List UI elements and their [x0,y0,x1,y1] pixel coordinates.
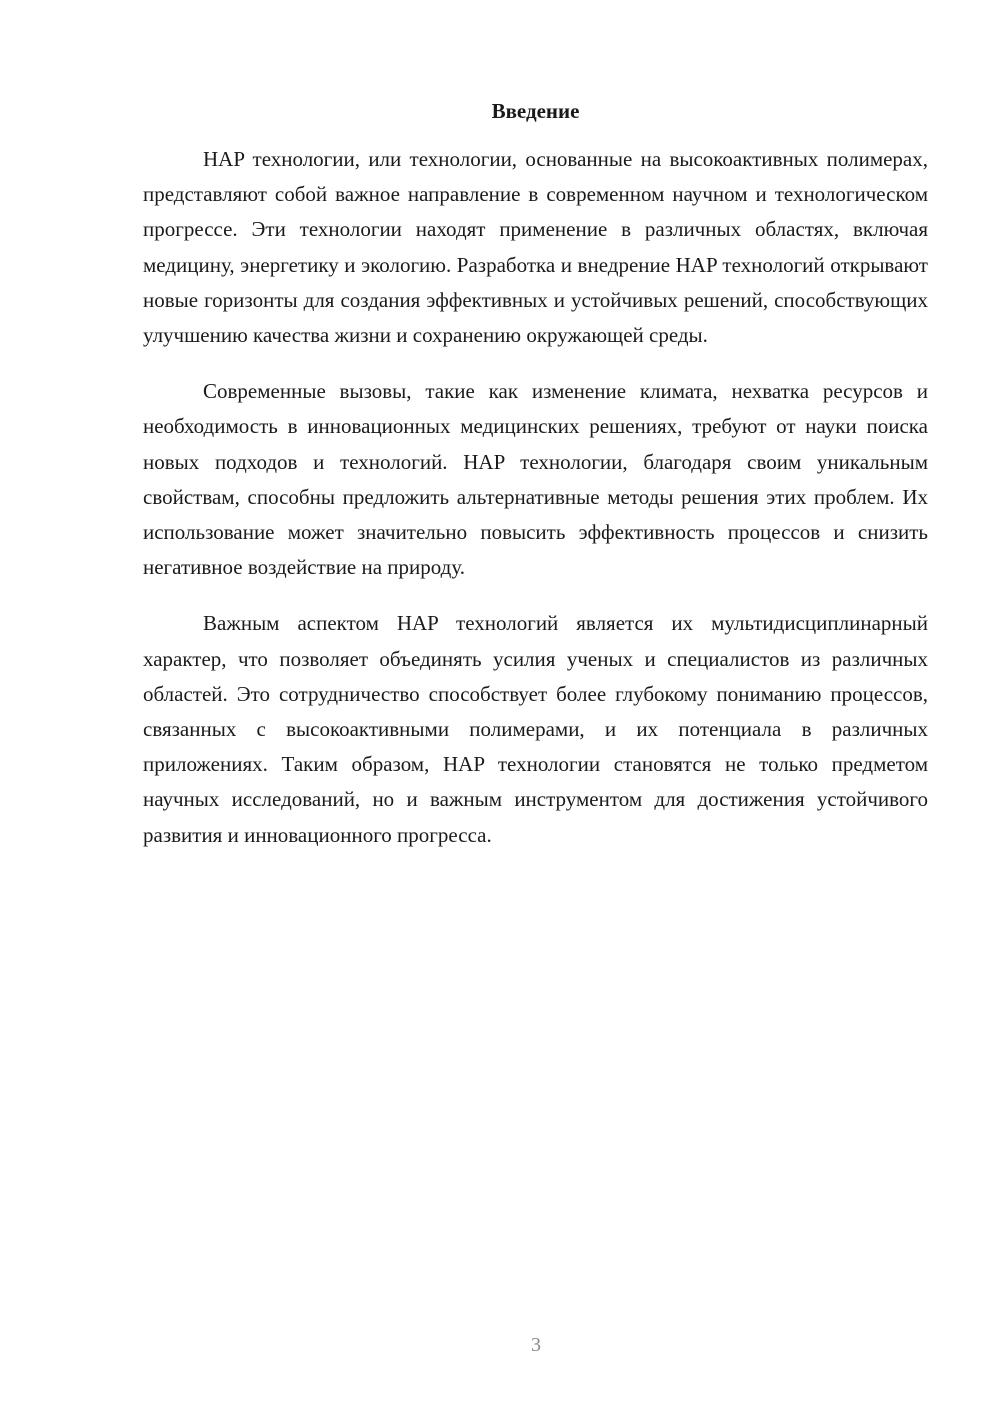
paragraph-2: Современные вызовы, такие как изменение климата, нехватка ресурсов и необходимость в инновационных медицинских решениях, требуют от науки поиска новых подходов и технологий. HAP технологии, благодаря своим уникальным свойствам, способны предложить альтернативные методы решения этих проблем. Их использование может значительно повысить эффективность процессов и снизить негативное воздействие на природу. [143,379,928,580]
document-body [143,96,928,874]
page-number: 3 [531,1334,541,1356]
section-title: Введение [491,99,580,123]
paragraph-3: Важным аспектом HAP технологий является их мультидисциплинарный характер, что позволяет объединять усилия ученых и специалистов из различных областей. Это сотрудничество способствует более глубокому пониманию процессов, связанных с высокоактивными полимерами, и их потенциала в различных приложениях. Таким образом, HAP технологии становятся не только предметом научных исследований, но и важным инструментом для достижения устойчивого развития и инновационного прогресса. [143,611,928,847]
paragraph-1: HAP технологии, или технологии, основанные на высокоактивных полимерах, представляют собой важное направление в современном научном и технологическом прогрессе. Эти технологии находят применение в различных областях, включая медицину, энергетику и экологию. Разработка и внедрение HAP технологий открывают новые горизонты для создания эффективных и устойчивых решений, способствующих улучшению качества жизни и сохранению окружающей среды. [143,147,928,348]
